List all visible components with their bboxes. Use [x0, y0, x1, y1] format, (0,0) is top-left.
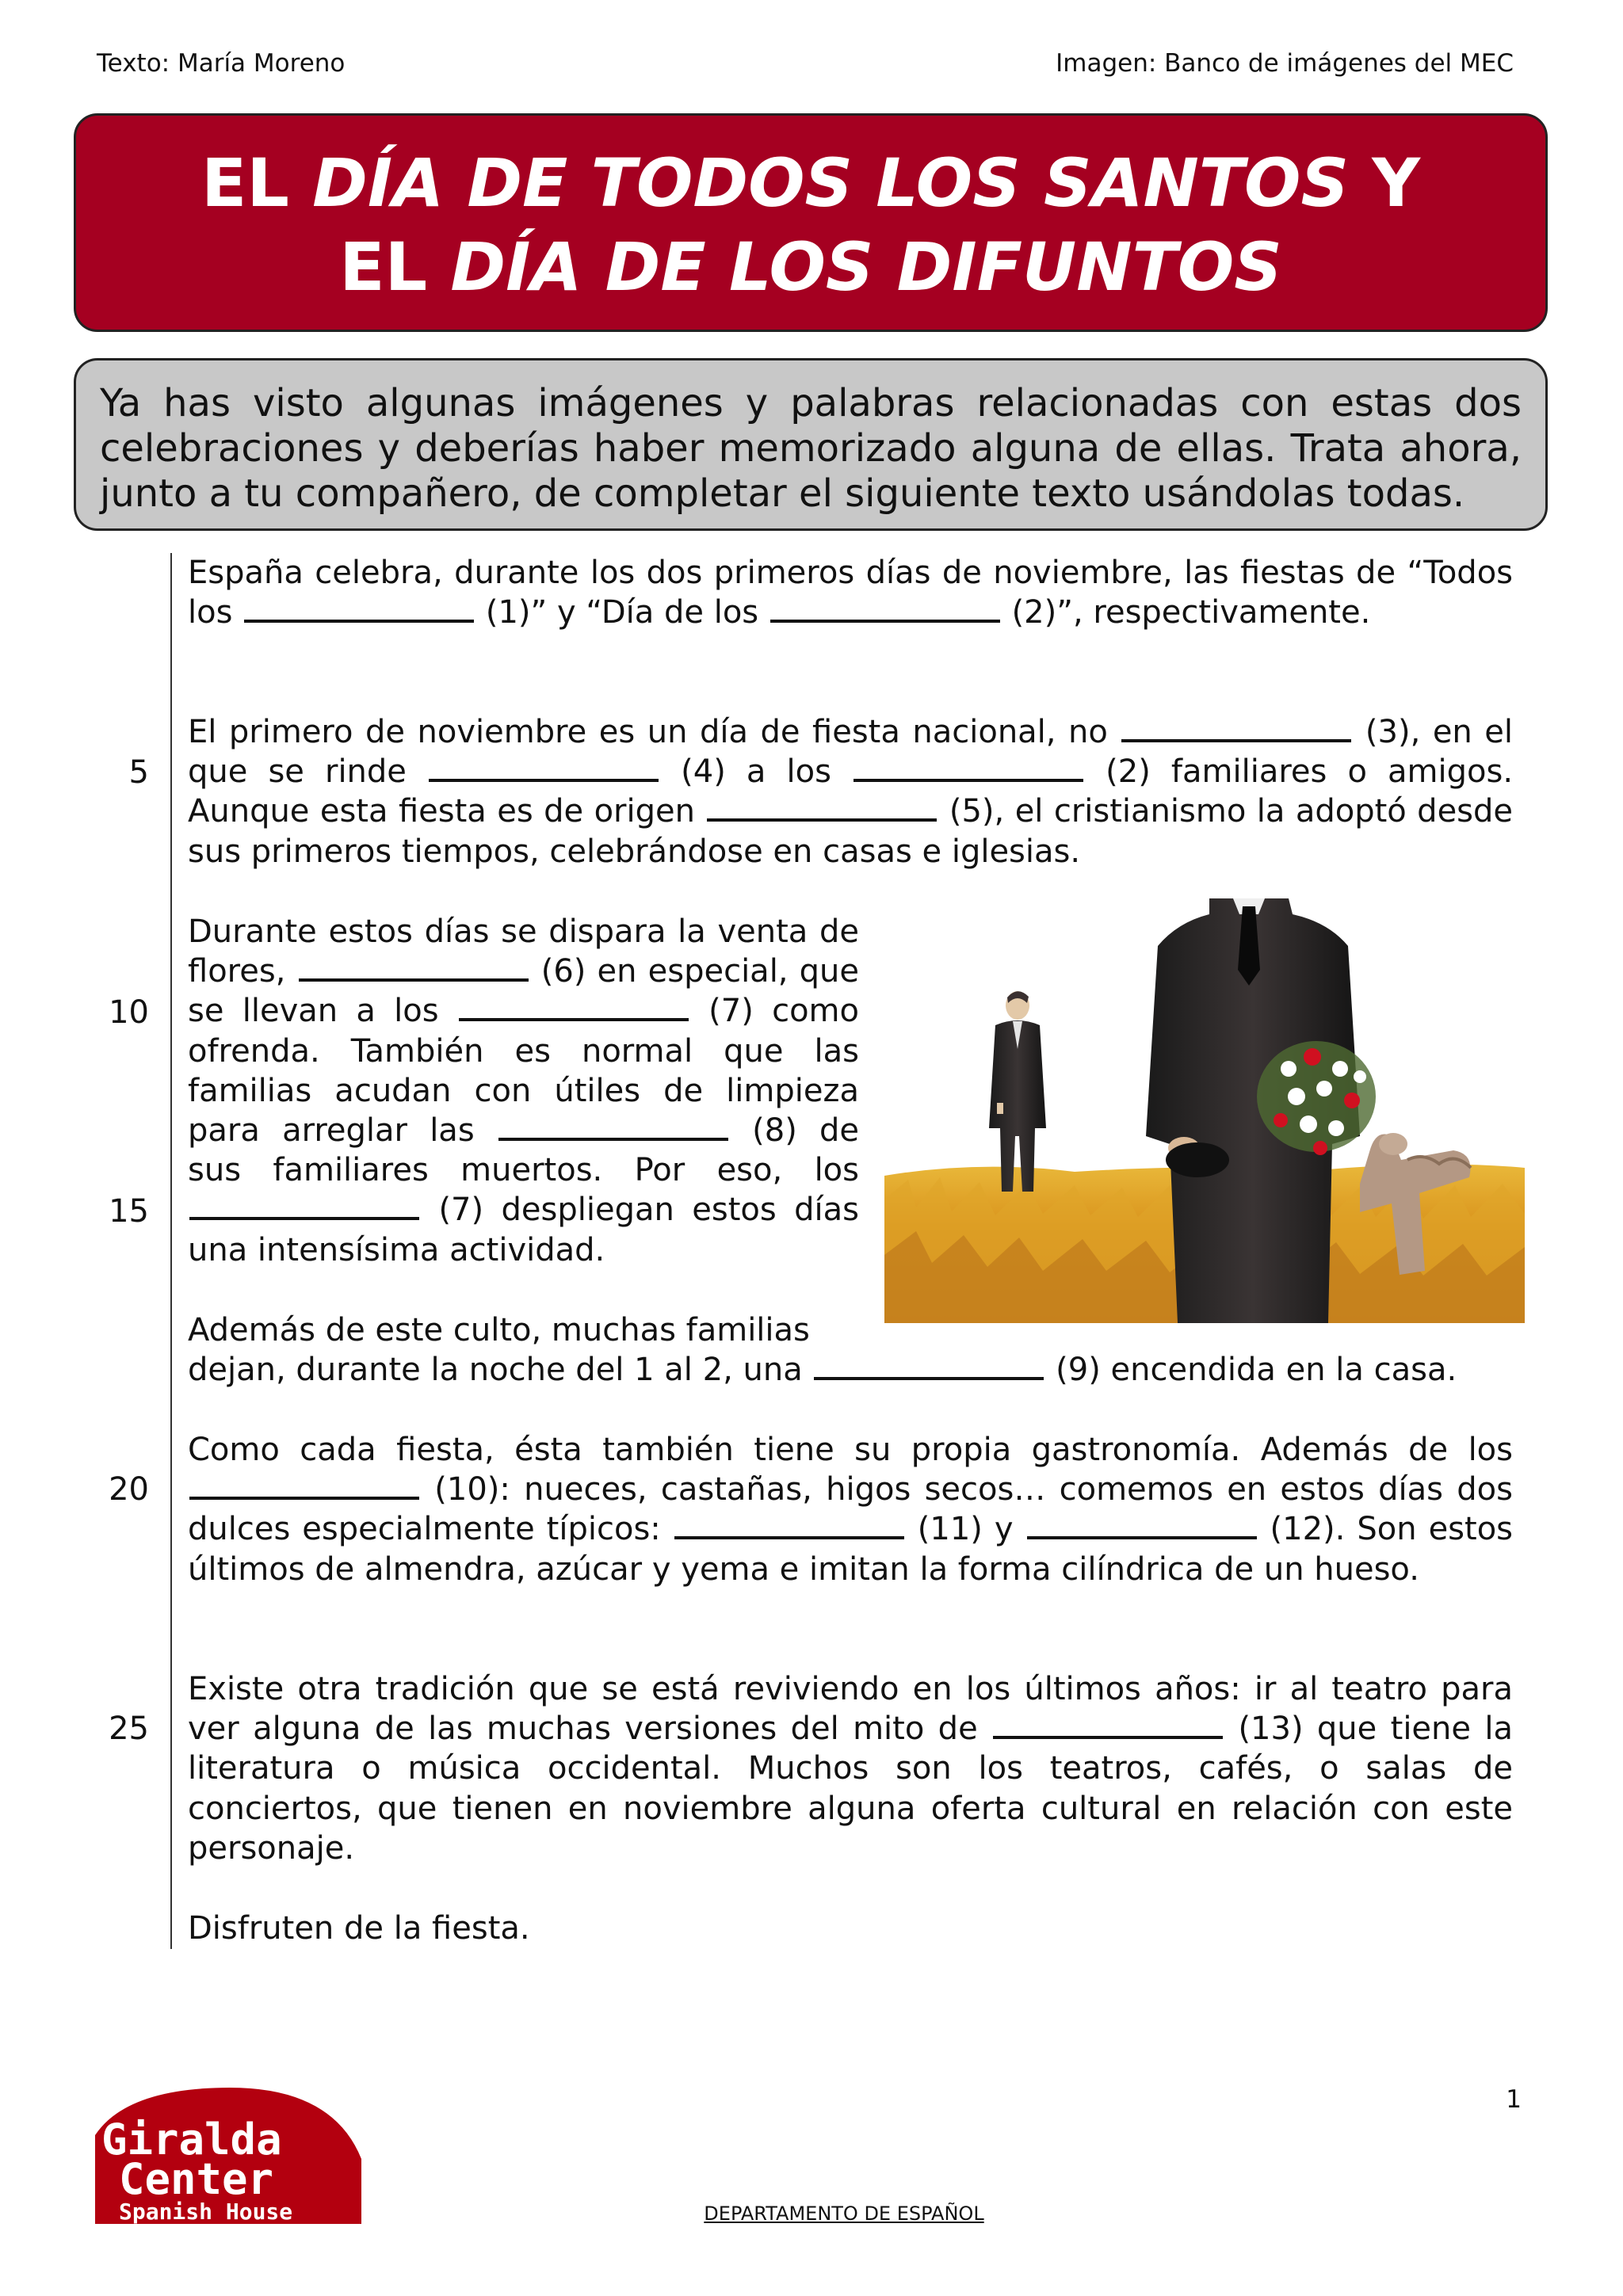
title-text-italic: DÍA DE TODOS LOS SANTOS — [312, 144, 1349, 222]
blank-13[interactable] — [993, 1712, 1223, 1739]
cemetery-illustration — [884, 898, 1525, 1323]
page-number: 1 — [1506, 2085, 1522, 2114]
paragraph-1: España celebra, durante los dos primeros días de noviembre, las fiestas de “Todos los (1)” y “Día de los (2)”, respectivamente. — [188, 555, 1513, 631]
line-number: 10 — [109, 994, 149, 1031]
giralda-center-logo — [95, 2088, 361, 2224]
line-number: 20 — [109, 1471, 149, 1508]
blank-3[interactable] — [1121, 715, 1351, 742]
man-silhouette-icon — [989, 991, 1046, 1192]
blank-10[interactable] — [189, 1473, 419, 1500]
blank-2[interactable] — [770, 596, 1000, 623]
paragraph-4a: Además de este culto, muchas familias — [188, 1312, 810, 1348]
paragraph-6: Existe otra tradición que se está reviviendo en los últimos años: ir al teatro para ver alguna de las muchas versiones del mito de (13) que tiene la literatura o música occidental. Muchos son los teatros, cafés, o salas de conciertos, que tienen en noviembre alguna oferta cultural en relación con este personaje. — [188, 1671, 1513, 1867]
paragraph-5: Como cada fiesta, ésta también tiene su propia gastronomía. Además de los (10): nueces, castañas, higos secos… comemos en estos días dos dulces especialmente típicos: (11) y (12). Son estos últimos de almendra, azúcar y yema e imitan la forma cilíndrica de un hueso. — [188, 1432, 1514, 1588]
blank-5[interactable] — [707, 795, 937, 822]
title-text: EL — [339, 228, 451, 306]
logo-line-1: Giralda — [101, 2115, 282, 2164]
blank-11[interactable] — [674, 1512, 904, 1539]
paragraph-3: Durante estos días se dispara la venta de flores, (6) en especial, que se llevan a los (7) como ofrenda. También es normal que las familias acudan con útiles de limpieza para arreglar las (8) de sus familiares muertos. Por eso, los (7) despliegan estos días una intensísima actividad. — [188, 913, 860, 1268]
department-label: DEPARTAMENTO DE ESPAÑOL — [704, 2203, 984, 2225]
blank-9[interactable] — [814, 1353, 1044, 1380]
closing-line: Disfruten de la fiesta. — [188, 1910, 530, 1947]
text-credit: Texto: María Moreno — [97, 49, 346, 78]
title-banner — [74, 113, 1548, 332]
title-text-italic: DÍA DE LOS DIFUNTOS — [450, 228, 1282, 306]
blank-8[interactable] — [498, 1114, 728, 1141]
blank-6[interactable] — [299, 955, 529, 982]
blank-12[interactable] — [1027, 1512, 1257, 1539]
title-text: EL — [200, 144, 313, 222]
blank-2b[interactable] — [854, 755, 1083, 782]
paragraph-2: El primero de noviembre es un día de fiesta nacional, no (3), en el que se rinde (4) a los (2) familiares o amigos. Aunque esta fiesta es de origen (5), el cristianismo la adoptó desde sus primeros tiempos, celebrándose en casas e iglesias. — [188, 714, 1514, 870]
margin-rule — [170, 553, 172, 1949]
blank-7[interactable] — [459, 994, 689, 1021]
line-number: 15 — [109, 1193, 149, 1230]
blank-1[interactable] — [244, 596, 474, 623]
instructions-box: Ya has visto algunas imágenes y palabras relacionadas con estas dos celebraciones y deberías haber memorizado alguna de ellas. Trata ahora, junto a tu compañero, de completar el siguiente texto usándolas todas. — [74, 358, 1548, 531]
line-number: 25 — [109, 1711, 149, 1747]
logo-line-3: Spanish House — [119, 2199, 293, 2225]
logo-line-2: Center — [119, 2154, 274, 2204]
title-line-2 — [76, 225, 1545, 309]
title-text: Y — [1348, 144, 1421, 222]
image-credit: Imagen: Banco de imágenes del MEC — [1056, 49, 1514, 78]
line-number: 5 — [128, 754, 149, 791]
blank-7b[interactable] — [189, 1193, 419, 1220]
blank-4[interactable] — [429, 755, 659, 782]
paragraph-4b: dejan, durante la noche del 1 al 2, una (9) encendida en la casa. — [188, 1352, 1457, 1388]
title-line-1 — [76, 141, 1545, 225]
